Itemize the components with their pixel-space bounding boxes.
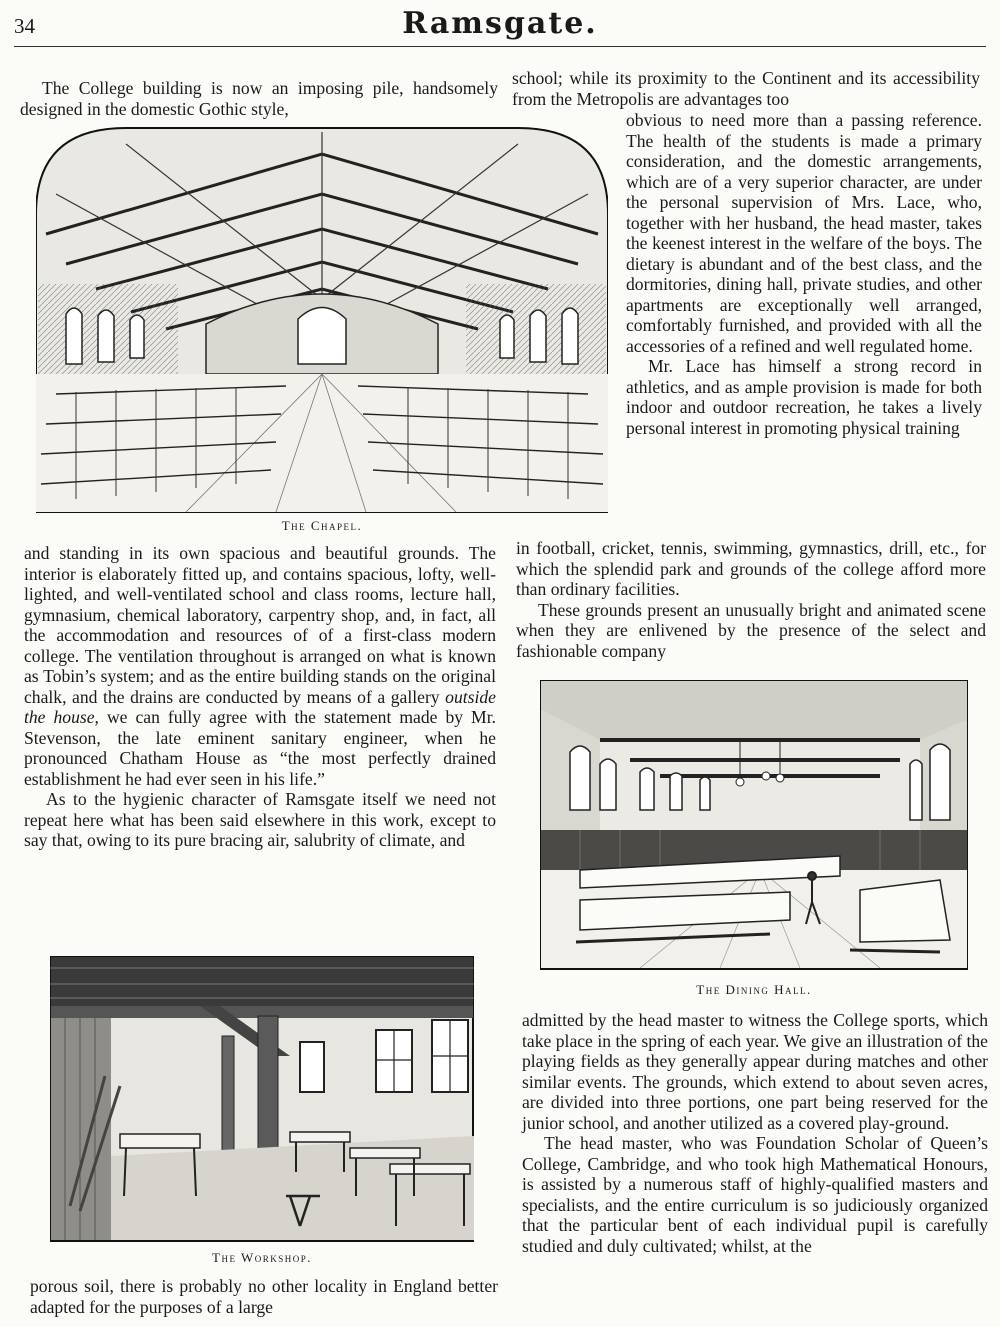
right-column-narrow-text [626,110,982,438]
page-header [0,0,1000,46]
right-column-bottom-text [522,1010,988,1256]
dining-hall-illustration [540,680,968,970]
left-column-middle-text [24,543,496,851]
paragraph: As to the hygienic character of Ramsgate itself we need not repeat here what has been said elsewhere in this work, except to say that, owing to its pure bracing air, salubrity of climate, and [24,789,496,850]
left-column-bottom-text [30,1276,498,1317]
paragraph: These grounds present an unusually bright and animated scene when they are enlivened by the presence of the select and fashionable company [516,599,986,661]
paragraph: admitted by the head master to witness the College sports, which take place in the spring of each year. We give an illustration of the playing fields as they generally appear during matches and other similar events. The grounds, which extend to about seven acres, are divided into three portions, one part being reserved for the junior school, and another utilized as a covered play-ground. [522,1010,988,1133]
emphasis-text: outside the house, [24,686,496,727]
paragraph: obvious to need more than a passing reference. The health of the students is made a primary consideration, and the domestic arrangements, which are of a very superior character, are under the personal supervision of Mrs. Lace, who, together with her husband, the head master, takes the keenest interest in the welfare of the boys. The dietary is abundant and of the best class, and the dormitories, dining hall, private studies, and other apartments are exceptionally well arranged, comfortably furnished, and provided with all the accessories of a refined and well regulated home. [626,110,982,356]
paragraph: in football, cricket, tennis, swimming, gymnastics, drill, etc., for which the splendid park and grounds of the college afford more than ordinary facilities. [516,538,986,599]
dining-hall-caption: The Dining Hall. [696,982,812,997]
paragraph: The College building is now an imposing pile, handsomely designed in the domestic Gothic style, [20,78,498,119]
paragraph: school; while its proximity to the Continent and its accessibility from the Metropolis are advantages too [512,68,980,109]
right-column-lead-text [512,68,980,109]
running-title: Ramsgate. [402,6,598,41]
right-column-middle-text [516,538,986,661]
paragraph: porous soil, there is probably no other locality in England better adapted for the purposes of a large [30,1276,498,1317]
paragraph: Mr. Lace has himself a strong record in athletics, and as ample provision is made for both indoor and outdoor recreation, he takes a lively personal interest in promoting physical training [626,356,982,438]
left-column-top-text [20,78,498,119]
paragraph: and standing in its own spacious and beautiful grounds. The interior is elaborately fitted up, and contains spacious, lofty, well-lighted, and well-ventilated school and class rooms, lecture hall, gymnasium, chemical laboratory, carpentry shop, and, in fact, all the accommodation and resources of of a first-class modern college. The ventilation throughout is arranged on what is known as Tobin’s system; and as the entire building stands on the original chalk, and the drains are conducted by means of a gallery outside the house, we can fully agree with the statement made by Mr. Stevenson, the late eminent sanitary engineer, when he pronounced Chatham House as “the most perfectly drained establishment he had ever seen in his life.” [24,543,496,789]
chapel-caption: The Chapel. [281,518,363,533]
paragraph: The head master, who was Foundation Scholar of Queen’s College, Cambridge, and who took high Mathematical Honours, is assisted by a numerous staff of highly-qualified masters and specialists, and the entire curriculum is so judiciously organized that the particular bent of each individual pupil is carefully studied and duly cultivated; whilst, at the [522,1133,988,1256]
chapel-illustration [36,124,608,516]
page-number: 34 [14,14,35,38]
header-rule [14,46,986,47]
workshop-illustration [50,956,474,1242]
workshop-caption: The Workshop. [212,1250,312,1265]
